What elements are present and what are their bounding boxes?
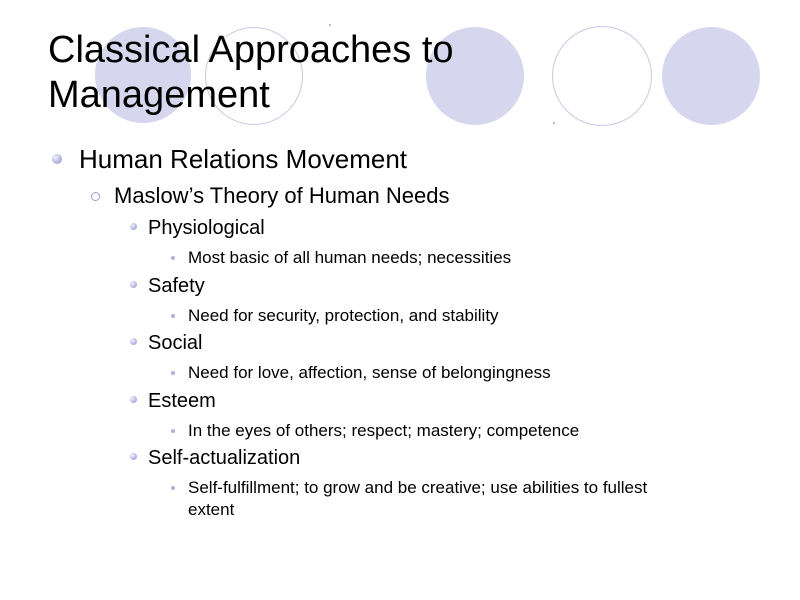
decorative-dot xyxy=(329,24,331,26)
need-name: Esteem xyxy=(148,390,216,412)
sub-bullet-icon xyxy=(171,371,175,375)
hollow-bullet-icon xyxy=(91,192,100,201)
need-detail: In the eyes of others; respect; mastery; competence xyxy=(188,421,580,440)
slide-title-line-1: Classical Approaches to xyxy=(48,29,454,71)
need-detail-line-1: Self-fulfillment; to grow and be creative; use abilities to fullest xyxy=(188,478,648,497)
bullet-icon xyxy=(130,223,137,230)
need-detail-line-2: extent xyxy=(188,500,235,519)
sub-bullet-icon xyxy=(171,314,175,318)
decorative-dot xyxy=(553,122,555,124)
need-name: Safety xyxy=(148,275,205,297)
bullet-icon xyxy=(130,281,137,288)
bullet-icon xyxy=(130,396,137,403)
decorative-circle-5 xyxy=(662,27,760,125)
need-detail: Need for security, protection, and stability xyxy=(188,306,499,325)
sub-bullet-icon xyxy=(171,429,175,433)
bullet-icon xyxy=(130,338,137,345)
need-name: Self-actualization xyxy=(148,447,301,469)
need-name: Social xyxy=(148,332,203,354)
bullet-icon xyxy=(130,453,137,460)
decorative-circle-4 xyxy=(552,26,652,126)
bullet-level2: Maslow’s Theory of Human Needs xyxy=(114,183,450,208)
slide-title xyxy=(48,28,454,118)
bullet-icon xyxy=(52,154,62,164)
need-detail: Most basic of all human needs; necessities xyxy=(188,248,512,267)
need-detail: Need for love, affection, sense of belongingness xyxy=(188,363,551,382)
bullet-level1: Human Relations Movement xyxy=(79,144,408,174)
sub-bullet-icon xyxy=(171,486,175,490)
sub-bullet-icon xyxy=(171,256,175,260)
slide-title-line-2: Management xyxy=(48,74,270,116)
need-name: Physiological xyxy=(148,217,265,239)
